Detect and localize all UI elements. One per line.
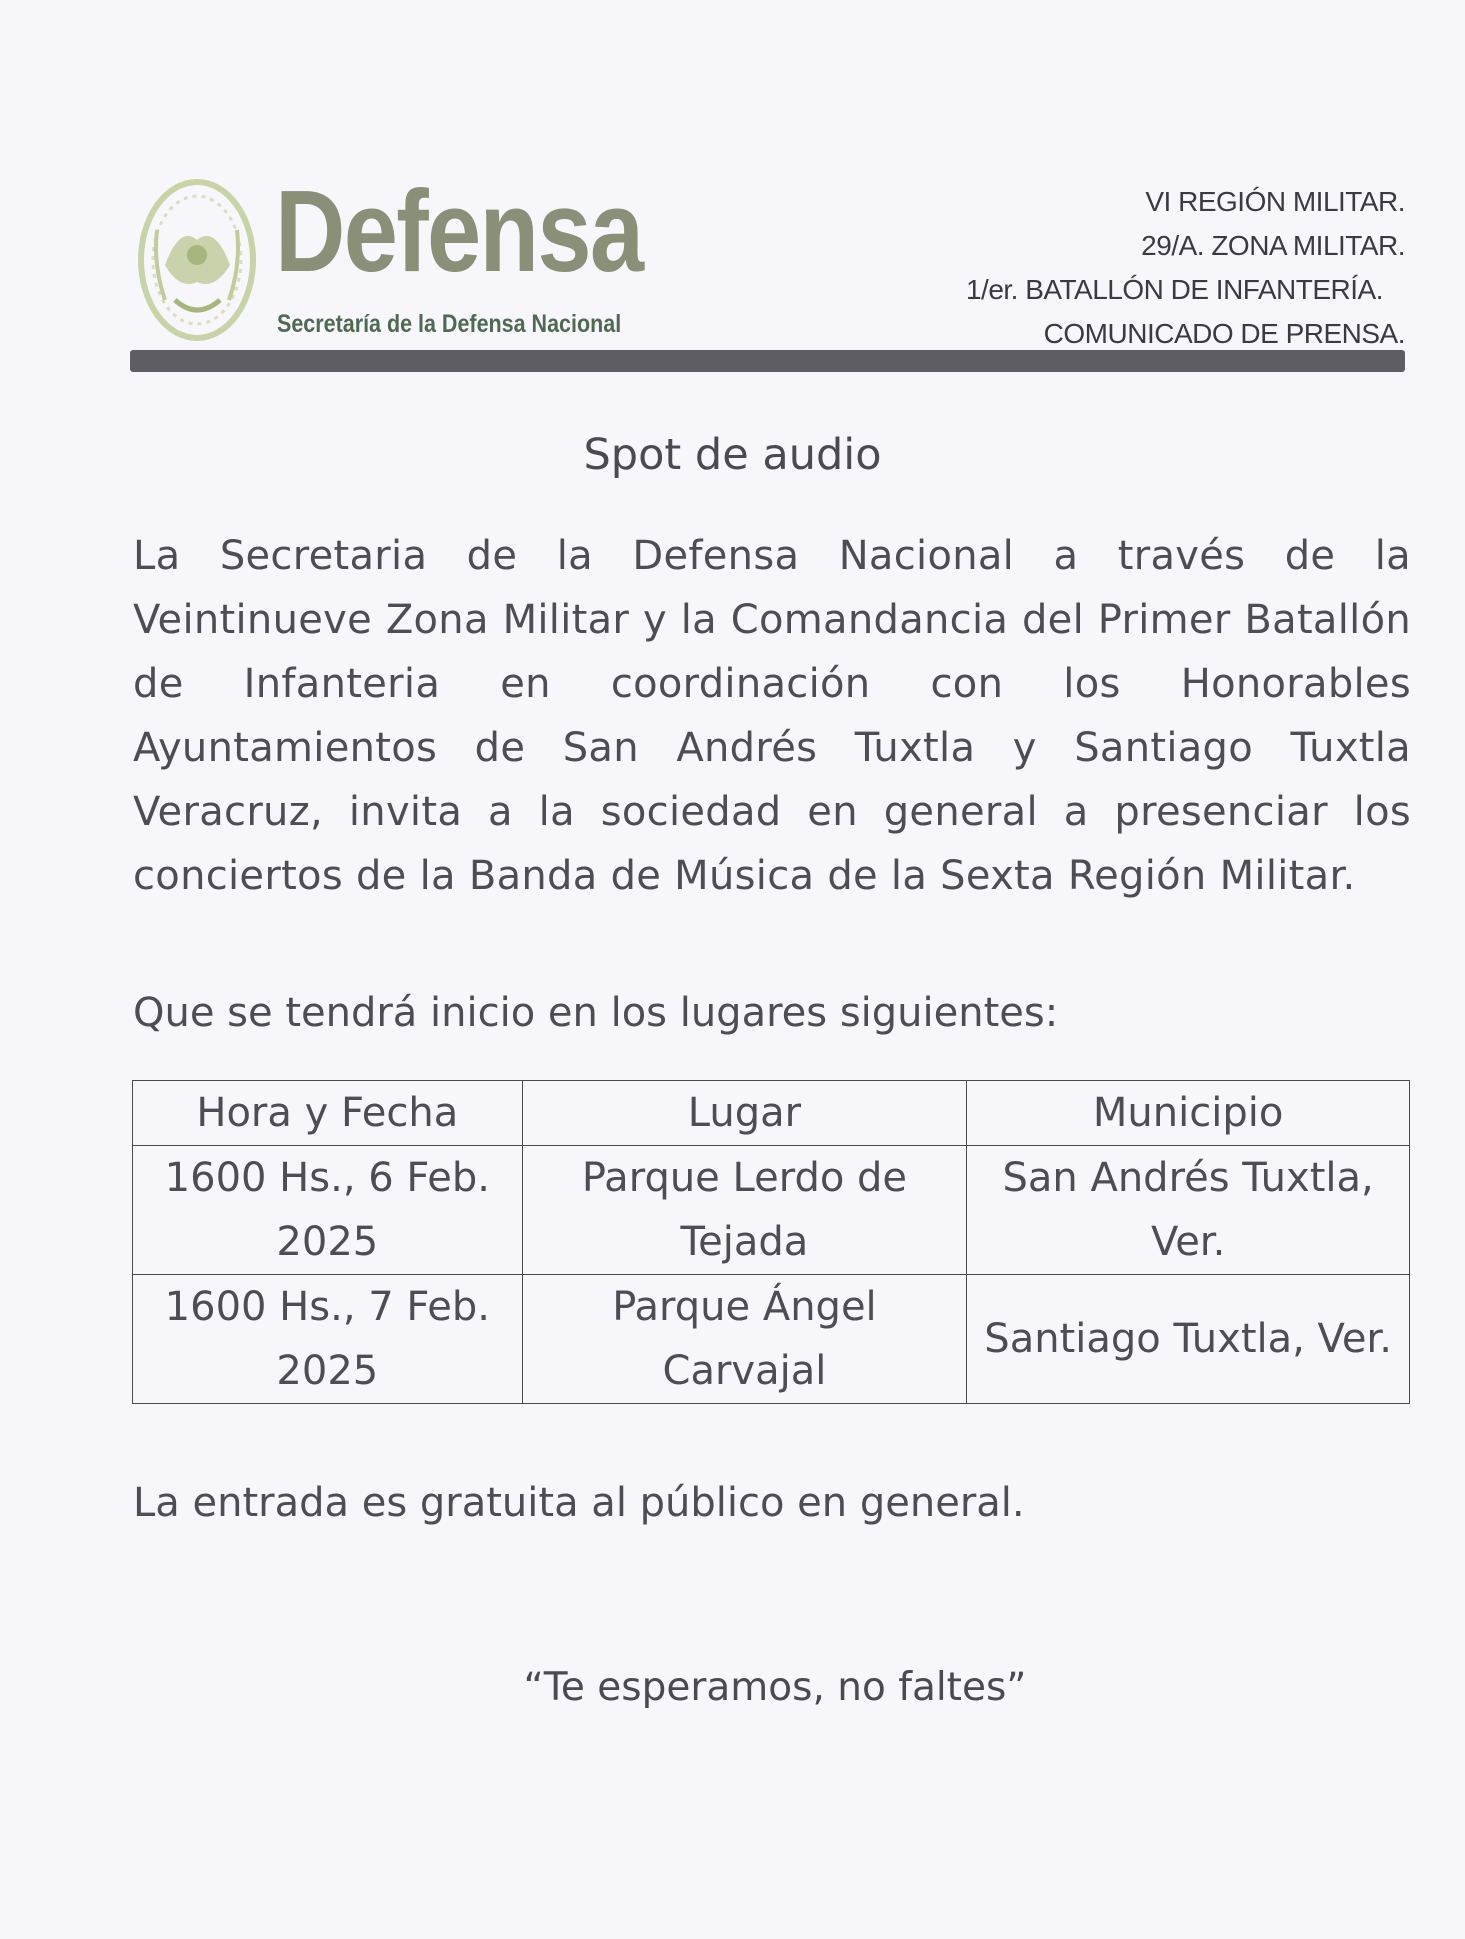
header-lugar: Lugar bbox=[522, 1081, 967, 1146]
free-entry-note: La entrada es gratuita al público en general. bbox=[133, 1480, 1025, 1526]
cell-lugar: Parque Lerdo de Tejada bbox=[522, 1146, 967, 1275]
brand-subtitle: Secretaría de la Defensa Nacional bbox=[277, 310, 622, 338]
closing-slogan: “Te esperamos, no faltes” bbox=[523, 1665, 1027, 1710]
cell-hora-fecha: 1600 Hs., 6 Feb. 2025 bbox=[133, 1146, 523, 1275]
table-header-row bbox=[133, 1081, 1410, 1146]
table-row bbox=[133, 1146, 1410, 1275]
unit-line-communique: COMUNICADO DE PRENSA. bbox=[1043, 318, 1405, 349]
table-row bbox=[133, 1275, 1410, 1404]
document-title: Spot de audio bbox=[583, 430, 882, 480]
cell-municipio: Santiago Tuxtla, Ver. bbox=[967, 1275, 1410, 1404]
national-seal-icon bbox=[135, 170, 260, 345]
header-municipio: Municipio bbox=[967, 1081, 1410, 1146]
header-divider bbox=[130, 350, 1405, 372]
brand-name: Defensa bbox=[275, 166, 643, 296]
cell-hora-fecha: 1600 Hs., 7 Feb. 2025 bbox=[133, 1275, 523, 1404]
letterhead bbox=[130, 165, 1405, 365]
cell-municipio: San Andrés Tuxtla, Ver. bbox=[967, 1146, 1410, 1275]
header-hora-fecha: Hora y Fecha bbox=[133, 1081, 523, 1146]
unit-line-region: VI REGIÓN MILITAR. bbox=[1145, 186, 1405, 217]
defensa-logo bbox=[130, 165, 650, 355]
cell-lugar: Parque Ángel Carvajal bbox=[522, 1275, 967, 1404]
unit-line-zone: 29/A. ZONA MILITAR. bbox=[1141, 230, 1405, 261]
military-unit-block bbox=[966, 180, 1405, 356]
locations-intro: Que se tendrá inicio en los lugares siguientes: bbox=[133, 990, 1059, 1036]
body-paragraph: La Secretaria de la Defensa Nacional a través de la Veintinueve Zona Militar y la Comandancia del Primer Batallón de Infanteria en coordinación con los Honorables Ayuntamientos de San Andrés Tuxtla y Santiago Tuxtla Veracruz, invita a la sociedad en general a presenciar los conciertos de la Banda de Música de la Sexta Región Militar. bbox=[133, 533, 1411, 899]
unit-line-battalion: 1/er. BATALLÓN DE INFANTERÍA. bbox=[965, 274, 1383, 305]
events-table bbox=[132, 1080, 1410, 1404]
